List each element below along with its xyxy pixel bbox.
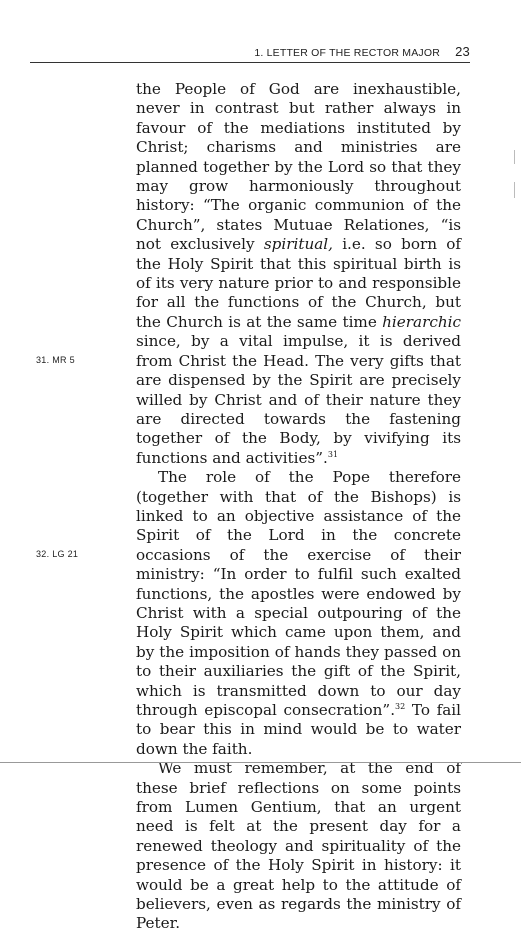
paragraph-1-text-c: since, by a vital impulse, it is derived from Christ the Head. The very gifts that are dispensed by the Spirit are precisely willed by Christ and of their nature they are directed towards the fastening together of the Body, by vivifying its functions and activities”.	[136, 332, 461, 467]
margin-note-31: 31. MR 5	[36, 355, 75, 365]
edge-mark	[514, 150, 515, 164]
page-bottom-edge	[0, 762, 521, 763]
footnote-ref-32: 32	[395, 702, 406, 711]
header-rule	[30, 62, 470, 63]
header-title: 1. LETTER OF THE RECTOR MAJOR	[254, 47, 440, 59]
paragraph-1	[136, 80, 461, 468]
body-text	[136, 80, 461, 934]
paragraph-2-text-b: To fail to bear this in mind would be to water down the faith.	[136, 701, 461, 758]
emphasis-hierarchic: hierarchic	[382, 312, 461, 331]
footnote-ref-31: 31	[327, 449, 339, 459]
paragraph-3: We must remember, at the end of these brief reflections on some points from Lumen Gentium, that an urgent need is felt at the present day for a renewed theology and spirituality of the presence of the Holy Spirit in history: it would be a great help to the attitude of believers, even as regards the ministry of Peter.	[136, 759, 461, 933]
emphasis-spiritual: spiritual,	[263, 235, 333, 254]
running-header	[0, 44, 470, 62]
paragraph-1-text-b: i.e. so born of the Holy Spirit that this spiritual birth is of its very nature prior to and responsible for all the functions of the Church, but the Church is at the same time	[136, 235, 461, 331]
page-number: 23	[455, 44, 470, 59]
margin-note-32: 32. LG 21	[36, 549, 79, 559]
edge-mark	[514, 182, 515, 198]
paragraph-2-text-a: The role of the Pope therefore (together with that of the Bishops) is linked to an objective assistance of the Spirit of the Lord in the concrete occasions of the exercise of their ministry: “In order to fulfil such exalted functions, the apostles were endowed by Christ with a special outpouring of the Holy Spirit which came upon them, and by the imposition of hands they passed on to their auxiliaries the gift of the Spirit, which is transmitted down to our day through episcopal consecration”.	[136, 468, 461, 719]
paragraph-2	[136, 468, 461, 759]
paragraph-1-text-a: the People of God are inexhaustible, never in contrast but rather always in favour of the mediations instituted by Christ; charisms and ministries are planned together by the Lord so that they may grow harmoniously throughout history: “The organic communion of the Church”, states Mutuae Relationes, “is not exclusively	[136, 80, 461, 254]
